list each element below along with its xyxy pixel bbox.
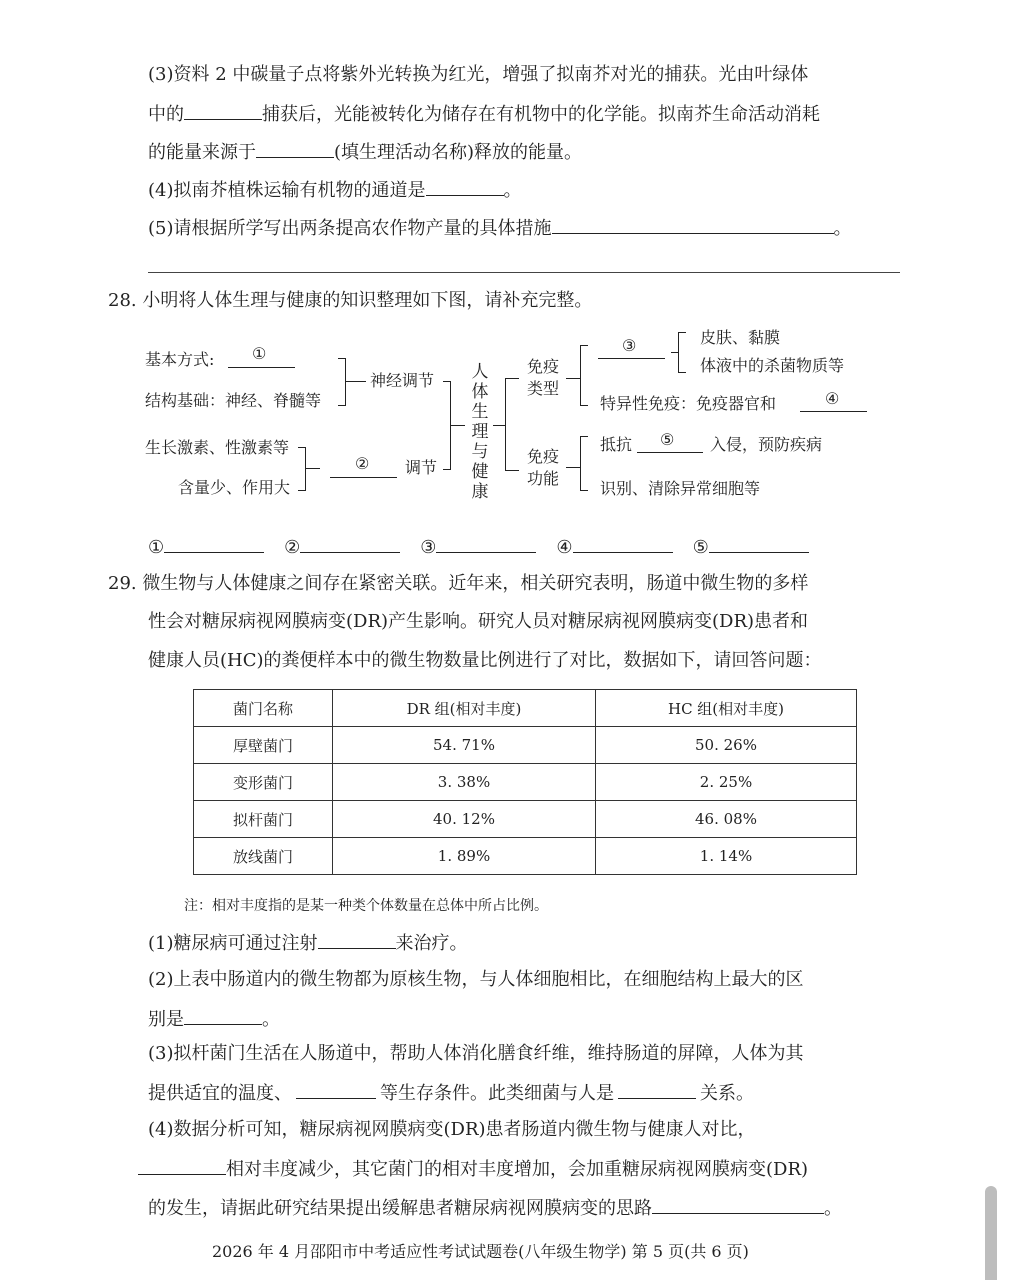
answer-label: ②: [284, 537, 301, 558]
table-note: 注：相对丰度指的是某一种类个体数量在总体中所占比例。: [184, 898, 548, 914]
cell: 拟杆菌门: [194, 801, 333, 838]
bracket: [505, 378, 506, 470]
cell: 50. 26%: [596, 727, 857, 764]
scrollbar[interactable]: [985, 1186, 997, 1280]
text: (4)拟南芥植株运输有机物的通道是: [148, 180, 426, 201]
skin-label: 皮肤、黏膜: [700, 328, 781, 347]
bracket: [338, 405, 346, 406]
bracket: [493, 425, 505, 426]
q29-line: [148, 1080, 754, 1106]
text: 免疫: [527, 447, 560, 466]
text: (填生理活动名称)释放的能量。: [334, 142, 583, 163]
cell: 3. 38%: [333, 764, 596, 801]
bracket: [580, 436, 581, 490]
bracket: [443, 469, 451, 470]
text: 的发生，请据此研究结果提出缓解患者糖尿病视网膜病变的思路: [148, 1198, 652, 1219]
answer-blank[interactable]: [296, 1080, 376, 1099]
table-row: [194, 838, 857, 875]
bracket: [580, 490, 588, 491]
blank-3[interactable]: [598, 358, 665, 359]
bracket: [678, 332, 686, 333]
text: (5)请根据所学写出两条提高农作物产量的具体措施: [148, 218, 552, 239]
text: 捕获后，光能被转化为储存在有机物中的化学能。拟南芥生命活动消耗: [262, 104, 820, 125]
q27-line: (3)资料 2 中碳量子点将紫外光转换为红光，增强了拟南芥对光的捕获。光由叶绿体: [148, 64, 809, 85]
answer-blank[interactable]: [573, 534, 673, 553]
bracket: [505, 470, 519, 471]
answer-blank[interactable]: [652, 1195, 824, 1214]
answer-label: ④: [556, 537, 573, 558]
text: 。: [503, 180, 522, 201]
identify-label: 识别、清除异常细胞等: [600, 479, 761, 498]
center-title: [470, 362, 490, 502]
char: 健: [471, 462, 489, 482]
basic-mode-label: 基本方式:: [145, 350, 215, 369]
q27-line: [148, 101, 820, 127]
header-cell: HC 组(相对丰度): [596, 690, 857, 727]
bracket: [580, 405, 588, 406]
answer-blank[interactable]: [164, 534, 264, 553]
blank-5[interactable]: [637, 452, 703, 453]
answer-blank[interactable]: [426, 177, 504, 196]
bracket: [443, 381, 451, 382]
bracket: [678, 372, 686, 373]
bracket: [566, 467, 580, 468]
q29-line: (4)数据分析可知，糖尿病视网膜病变(DR)患者肠道内微生物与健康人对比，: [148, 1119, 756, 1140]
char: 体: [471, 382, 489, 402]
text: 功能: [527, 469, 560, 488]
page-footer: 2026 年 4 月邵阳市中考适应性考试试题卷(八年级生物学) 第 5 页(共 6 页): [212, 1242, 749, 1261]
bracket: [338, 358, 346, 359]
neural-regulation: 神经调节: [370, 371, 435, 390]
q29-line: [148, 1006, 280, 1032]
text: 来治疗。: [395, 933, 468, 954]
marker-2: ②: [355, 454, 370, 473]
immune-type: [527, 356, 559, 400]
answer-blank[interactable]: [436, 534, 536, 553]
q27-line: [148, 139, 582, 165]
q29-line: [148, 1195, 842, 1221]
header-cell: DR 组(相对丰度): [333, 690, 596, 727]
answer-label: ③: [420, 537, 437, 558]
bracket: [580, 436, 588, 437]
char: 康: [471, 482, 489, 502]
q29-line: [148, 930, 468, 956]
answer-blank[interactable]: [184, 1006, 262, 1025]
q28-answers: [148, 534, 809, 560]
text: (1)糖尿病可通过注射: [148, 933, 318, 954]
text: 。: [262, 1009, 280, 1030]
bracket: [580, 345, 588, 346]
cell: 1. 89%: [333, 838, 596, 875]
answer-blank[interactable]: [256, 139, 334, 158]
answer-blank[interactable]: [709, 534, 809, 553]
text: 。: [824, 1198, 842, 1219]
answer-blank[interactable]: [552, 215, 834, 234]
structure-label: 结构基础：神经、脊髓等: [145, 391, 322, 410]
bracket: [678, 332, 679, 372]
answer-blank[interactable]: [138, 1156, 226, 1175]
text: 。: [833, 218, 852, 239]
answer-label: ①: [148, 537, 165, 558]
fluid-label: 体液中的杀菌物质等: [700, 356, 845, 375]
cell: 40. 12%: [333, 801, 596, 838]
q29-line: 性会对糖尿病视网膜病变(DR)产生影响。研究人员对糖尿病视网膜病变(DR)患者和: [148, 611, 809, 632]
text: 免疫: [527, 357, 560, 376]
answer-blank[interactable]: [300, 534, 400, 553]
bracket: [451, 425, 465, 426]
regulation-label: 调节: [405, 458, 438, 477]
bracket: [580, 345, 581, 405]
blank-1[interactable]: [228, 367, 295, 368]
resist-label: 抵抗: [600, 435, 633, 454]
specific-immunity-label: 特异性免疫：免疫器官和: [600, 394, 777, 413]
answer-line[interactable]: [148, 272, 900, 273]
bracket: [566, 378, 580, 379]
table-row: [194, 764, 857, 801]
marker-5: ⑤: [660, 430, 675, 449]
blank-4[interactable]: [800, 411, 867, 412]
text: 提供适宜的温度、: [148, 1083, 292, 1104]
answer-blank[interactable]: [184, 101, 262, 120]
invade-label: 入侵，预防疾病: [710, 435, 823, 454]
answer-label: ⑤: [692, 537, 709, 558]
q29-line: [138, 1156, 808, 1182]
table-row: [194, 727, 857, 764]
cell: 54. 71%: [333, 727, 596, 764]
small-amount-label: 含量少、作用大: [178, 478, 291, 497]
blank-2[interactable]: [330, 477, 397, 478]
text: 类型: [527, 379, 560, 398]
answer-blank[interactable]: [318, 930, 396, 949]
q29-line: 健康人员(HC)的粪便样本中的微生物数量比例进行了对比，数据如下，请回答问题：: [148, 650, 822, 671]
text: 的能量来源于: [148, 142, 256, 163]
text: 相对丰度减少，其它菌门的相对丰度增加，会加重糖尿病视网膜病变(DR): [226, 1159, 809, 1180]
cell: 放线菌门: [194, 838, 333, 875]
bracket: [298, 447, 306, 448]
marker-1: ①: [252, 344, 267, 363]
q28-title: 28. 小明将人体生理与健康的知识整理如下图，请补充完整。: [108, 290, 593, 311]
bracket: [505, 378, 519, 379]
table-header: [194, 690, 857, 727]
hormones-label: 生长激素、性激素等: [145, 438, 290, 457]
char: 生: [471, 402, 489, 422]
bracket: [346, 381, 366, 382]
text: 中的: [148, 104, 184, 125]
cell: 1. 14%: [596, 838, 857, 875]
cell: 厚壁菌门: [194, 727, 333, 764]
q27-line: [148, 177, 522, 203]
text: 别是: [148, 1009, 184, 1030]
bracket: [298, 490, 306, 491]
marker-3: ③: [622, 336, 637, 355]
char: 与: [471, 442, 489, 462]
q29-line: (3)拟杆菌门生活在人肠道中，帮助人体消化膳食纤维，维持肠道的屏障，人体为其: [148, 1043, 804, 1064]
char: 理: [471, 422, 489, 442]
text: 关系。: [700, 1083, 754, 1104]
header-cell: 菌门名称: [194, 690, 333, 727]
cell: 2. 25%: [596, 764, 857, 801]
table-row: [194, 801, 857, 838]
answer-blank[interactable]: [618, 1080, 696, 1099]
text: 等生存条件。此类细菌与人是: [380, 1083, 614, 1104]
cell: 变形菌门: [194, 764, 333, 801]
cell: 46. 08%: [596, 801, 857, 838]
bracket: [306, 468, 320, 469]
immune-function: [527, 446, 559, 490]
marker-4: ④: [825, 389, 840, 408]
q27-line: [148, 215, 852, 241]
char: 人: [471, 362, 489, 382]
abundance-table: [193, 689, 857, 875]
q29-line: (2)上表中肠道内的微生物都为原核生物，与人体细胞相比，在细胞结构上最大的区: [148, 969, 804, 990]
q29-line: 29. 微生物与人体健康之间存在紧密关联。近年来，相关研究表明，肠道中微生物的多样: [108, 573, 809, 594]
